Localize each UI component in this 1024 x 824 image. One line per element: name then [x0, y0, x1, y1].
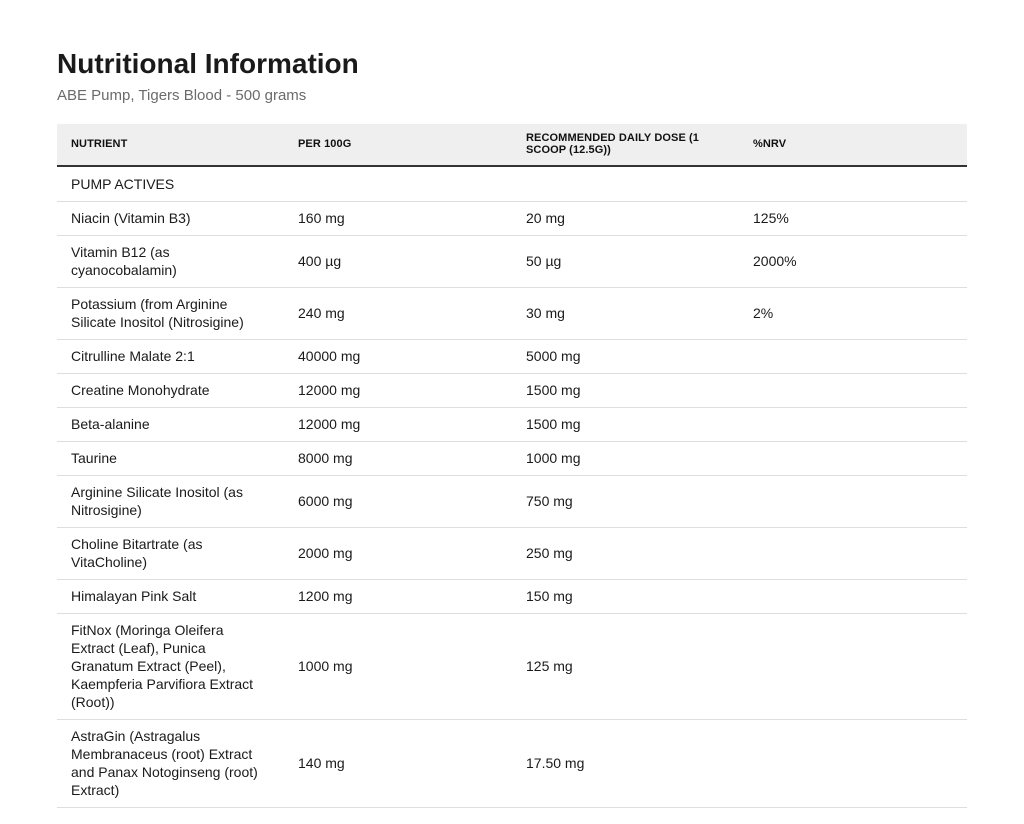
cell-nrv: 2%: [739, 288, 967, 340]
header-row: [57, 124, 967, 166]
cell-nrv: [739, 528, 967, 580]
cell-nutrient: Creatine Monohydrate: [57, 374, 284, 408]
cell-per-100g: 8000 mg: [284, 442, 512, 476]
cell-nrv: [739, 340, 967, 374]
cell-nutrient: Taurine: [57, 442, 284, 476]
section-label: PUMP ACTIVES: [57, 166, 967, 202]
cell-nrv: [739, 580, 967, 614]
cell-nrv: 125%: [739, 202, 967, 236]
cell-nrv: [739, 476, 967, 528]
cell-nutrient: Arginine Silicate Inositol (as Nitrosigine): [57, 476, 284, 528]
table-row: [57, 442, 967, 476]
cell-per-100g: 140 mg: [284, 720, 512, 808]
section-row: [57, 166, 967, 202]
cell-nutrient: AstraGin (Astragalus Membranaceus (root) Extract and Panax Notoginseng (root) Extract): [57, 720, 284, 808]
table-row: [57, 476, 967, 528]
table-row: [57, 528, 967, 580]
cell-daily-dose: 5000 mg: [512, 340, 739, 374]
cell-per-100g: 12000 mg: [284, 408, 512, 442]
table-body: [57, 166, 967, 808]
table-header: [57, 124, 967, 166]
table-row: [57, 580, 967, 614]
cell-daily-dose: 150 mg: [512, 580, 739, 614]
cell-daily-dose: 30 mg: [512, 288, 739, 340]
nutrition-table: [57, 124, 967, 808]
column-header-daily-dose: RECOMMENDED DAILY DOSE (1 SCOOP (12.5G)): [512, 124, 739, 166]
cell-per-100g: 2000 mg: [284, 528, 512, 580]
cell-per-100g: 400 µg: [284, 236, 512, 288]
cell-nrv: [739, 614, 967, 720]
cell-daily-dose: 1000 mg: [512, 442, 739, 476]
cell-nutrient: Himalayan Pink Salt: [57, 580, 284, 614]
cell-per-100g: 12000 mg: [284, 374, 512, 408]
table-row: [57, 720, 967, 808]
cell-nutrient: FitNox (Moringa Oleifera Extract (Leaf), Punica Granatum Extract (Peel), Kaempferia Parvifiora Extract (Root)): [57, 614, 284, 720]
cell-per-100g: 40000 mg: [284, 340, 512, 374]
table-row: [57, 236, 967, 288]
cell-nutrient: Vitamin B12 (as cyanocobalamin): [57, 236, 284, 288]
cell-nrv: [739, 720, 967, 808]
cell-nutrient: Beta-alanine: [57, 408, 284, 442]
cell-per-100g: 1000 mg: [284, 614, 512, 720]
cell-daily-dose: 125 mg: [512, 614, 739, 720]
cell-daily-dose: 50 µg: [512, 236, 739, 288]
cell-nutrient: Niacin (Vitamin B3): [57, 202, 284, 236]
column-header-per-100g: PER 100G: [284, 124, 512, 166]
cell-daily-dose: 1500 mg: [512, 374, 739, 408]
table-row: [57, 374, 967, 408]
cell-nrv: [739, 374, 967, 408]
table-row: [57, 340, 967, 374]
cell-daily-dose: 17.50 mg: [512, 720, 739, 808]
table-row: [57, 614, 967, 720]
cell-daily-dose: 250 mg: [512, 528, 739, 580]
page-title: Nutritional Information: [57, 48, 359, 79]
cell-nrv: [739, 408, 967, 442]
cell-per-100g: 6000 mg: [284, 476, 512, 528]
cell-daily-dose: 750 mg: [512, 476, 739, 528]
table-row: [57, 202, 967, 236]
cell-daily-dose: 20 mg: [512, 202, 739, 236]
cell-nrv: 2000%: [739, 236, 967, 288]
cell-nutrient: Choline Bitartrate (as VitaCholine): [57, 528, 284, 580]
cell-nutrient: Potassium (from Arginine Silicate Inositol (Nitrosigine): [57, 288, 284, 340]
cell-nutrient: Citrulline Malate 2:1: [57, 340, 284, 374]
table-row: [57, 408, 967, 442]
column-header-nrv: %NRV: [739, 124, 967, 166]
product-subtitle: ABE Pump, Tigers Blood - 500 grams: [57, 87, 307, 104]
cell-per-100g: 1200 mg: [284, 580, 512, 614]
cell-per-100g: 160 mg: [284, 202, 512, 236]
cell-nrv: [739, 442, 967, 476]
cell-daily-dose: 1500 mg: [512, 408, 739, 442]
table-row: [57, 288, 967, 340]
column-header-nutrient: NUTRIENT: [57, 124, 284, 166]
cell-per-100g: 240 mg: [284, 288, 512, 340]
